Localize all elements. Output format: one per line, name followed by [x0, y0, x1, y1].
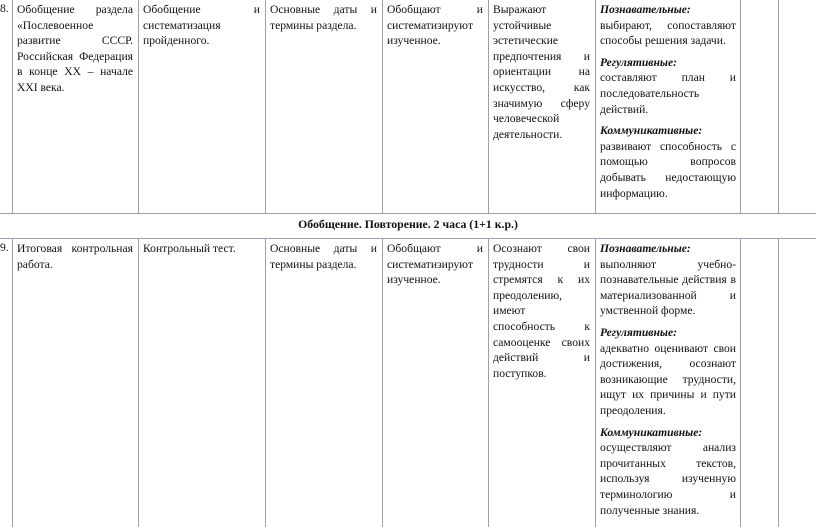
uud-label: Познавательные:: [600, 3, 691, 16]
personal-results-cell: Выражают устойчивые эстетические предпочтения и ориентации на искусство, как значимую сферу человеческой деятельности.: [493, 3, 590, 141]
column-divider: [778, 0, 779, 213]
column-divider: [488, 238, 489, 527]
uud-cell: [600, 241, 736, 524]
column-divider: [740, 0, 741, 213]
subject-results-cell: Обобщают и систематизируют изученное.: [387, 3, 483, 48]
column-divider: [138, 0, 139, 213]
uud-text: адекватно оценивают свои достижения, осознают возникающие трудности, ищут их причины и пути преодоления.: [600, 341, 736, 417]
column-divider: [595, 0, 596, 213]
row-number: 9.: [0, 241, 9, 254]
uud-text: осуществляют анализ прочитанных текстов, используя изученную терминологию и полученные знания.: [600, 441, 736, 517]
topic-cell: Итоговая контрольная работа.: [17, 242, 133, 271]
uud-label: Коммуникативные:: [600, 425, 703, 439]
uud-label: Регулятивные:: [600, 325, 677, 339]
uud-text: выбирают, сопоставляют способы решения задачи.: [600, 18, 736, 48]
column-divider: [12, 0, 13, 213]
content-cell: Обобщение и систематизация пройденного.: [143, 3, 260, 48]
uud-cell: [600, 2, 736, 207]
column-divider: [382, 238, 383, 527]
row-number: 8.: [0, 2, 9, 15]
section-header: Обобщение. Повторение. 2 часа (1+1 к.р.): [298, 217, 518, 231]
row-divider: [0, 238, 816, 239]
uud-text: составляют план и последовательность действий.: [600, 71, 736, 116]
subject-results-cell: Обобщают и систематизируют изученное.: [387, 242, 483, 287]
uud-label: Познавательные:: [600, 242, 691, 255]
column-divider: [12, 238, 13, 527]
column-divider: [778, 238, 779, 527]
column-divider: [595, 238, 596, 527]
concepts-cell: Основные даты и термины раздела.: [270, 3, 377, 32]
column-divider: [382, 0, 383, 213]
column-divider: [488, 0, 489, 213]
column-divider: [265, 238, 266, 527]
uud-text: развивают способность с помощью вопросов добывать недостающую информацию.: [600, 139, 736, 200]
uud-label: Регулятивные:: [600, 55, 677, 69]
column-divider: [740, 238, 741, 527]
personal-results-cell: Осознают свои трудности и стремятся к их преодолению, имеют способность к самооценке своих действий и поступков.: [493, 242, 590, 380]
column-divider: [265, 0, 266, 213]
concepts-cell: Основные даты и термины раздела.: [270, 242, 377, 271]
column-divider: [138, 238, 139, 527]
uud-text: выполняют учебно-познавательные действия в материализованной и умственной форме.: [600, 257, 736, 318]
topic-cell: Обобщение раздела «Послевоенное развитие СССР. Российская Федерация в конце XX – начале XXI века.: [17, 3, 133, 94]
uud-label: Коммуникативные:: [600, 124, 703, 138]
content-cell: Контрольный тест.: [143, 242, 236, 255]
